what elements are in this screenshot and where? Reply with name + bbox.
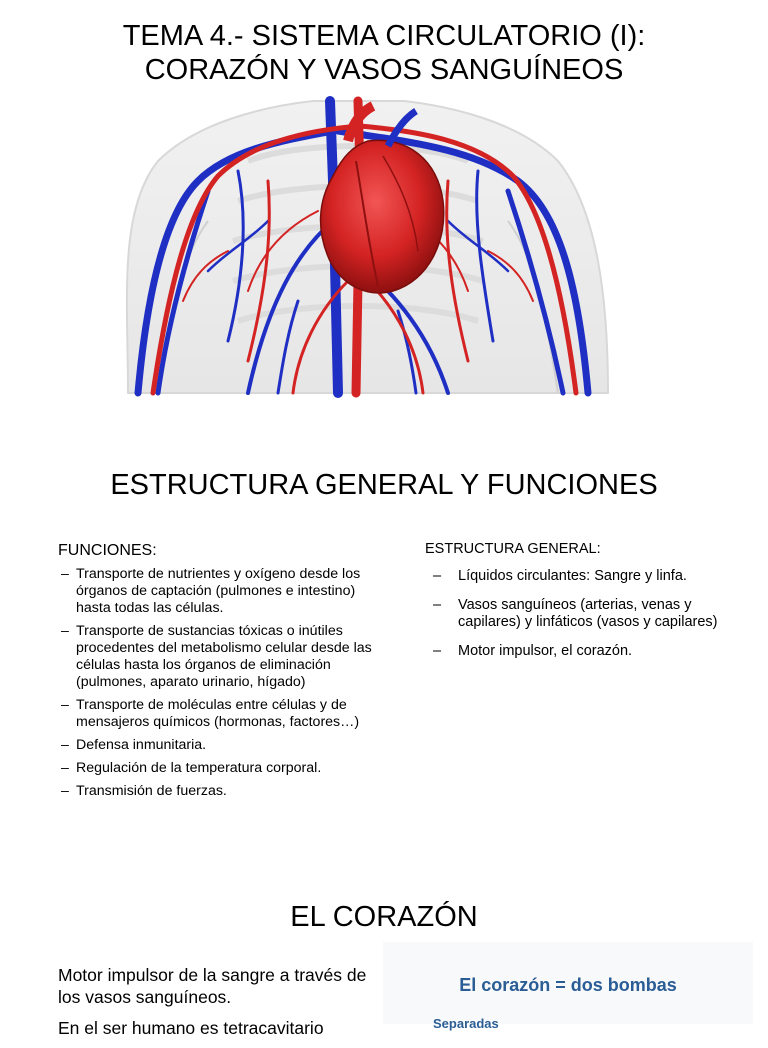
slide2-title: ESTRUCTURA GENERAL Y FUNCIONES — [110, 469, 658, 501]
slide1-title — [0, 19, 768, 87]
estructura-list — [425, 568, 725, 660]
list-item-text: Transporte de sustancias tóxicas o inútiles procedentes del metabolismo celular desde las células hasta los órganos de eliminación (pulmones, aparato urinario, hígado) — [76, 623, 372, 690]
list-item — [58, 737, 378, 754]
dash-bullet: – — [61, 737, 69, 753]
slide3-title: EL CORAZÓN — [290, 901, 478, 933]
dash-bullet: – — [61, 697, 69, 713]
list-item — [58, 623, 378, 691]
list-item-text: Motor impulsor, el corazón. — [458, 642, 633, 659]
two-pumps-figure — [383, 942, 753, 1031]
list-item-text: Líquidos circulantes: Sangre y linfa. — [458, 568, 687, 584]
circulatory-system-illustration — [98, 101, 619, 393]
funciones-section — [58, 541, 378, 806]
funciones-list — [58, 566, 378, 800]
estructura-heading: ESTRUCTURA GENERAL: — [425, 541, 601, 557]
figure-subtitle: Separadas — [433, 1016, 499, 1031]
list-item — [425, 597, 725, 632]
dash-bullet: – — [61, 566, 69, 582]
list-item-text: Transporte de moléculas entre células y de mensajeros químicos (hormonas, factores…) — [76, 697, 360, 730]
dash-bullet: – — [61, 760, 69, 776]
paragraph: Motor impulsor de la sangre a través de los vasos sanguíneos. — [58, 965, 367, 1007]
list-item — [425, 568, 725, 586]
list-item — [58, 760, 378, 777]
list-item — [425, 643, 725, 661]
list-item-text: Vasos sanguíneos (arterias, venas y capilares) y linfáticos (vasos y capilares) — [458, 596, 718, 630]
dash-bullet: – — [433, 642, 442, 659]
slide1-title-line2: CORAZÓN Y VASOS SANGUÍNEOS — [144, 54, 624, 86]
dash-bullet: – — [433, 568, 442, 584]
paragraph: En el ser humano es tetracavitario — [58, 1018, 324, 1038]
list-item-text: Defensa inmunitaria. — [76, 737, 207, 753]
figure-title: El corazón = dos bombas — [459, 975, 677, 995]
list-item-text: Regulación de la temperatura corporal. — [76, 760, 322, 776]
list-item-text: Transmisión de fuerzas. — [76, 783, 227, 799]
list-item — [58, 783, 378, 800]
dash-bullet: – — [433, 596, 442, 613]
slide1-title-line1: TEMA 4.- SISTEMA CIRCULATORIO (I): — [122, 20, 646, 52]
list-item-text: Transporte de nutrientes y oxígeno desde los órganos de captación (pulmones e intestino) hasta todas las células. — [76, 566, 361, 616]
list-item — [58, 566, 378, 617]
corazon-description — [58, 964, 378, 1048]
funciones-heading: FUNCIONES: — [58, 542, 157, 559]
dash-bullet: – — [61, 623, 69, 639]
dash-bullet: – — [61, 783, 69, 799]
list-item — [58, 697, 378, 731]
estructura-section — [425, 540, 725, 671]
